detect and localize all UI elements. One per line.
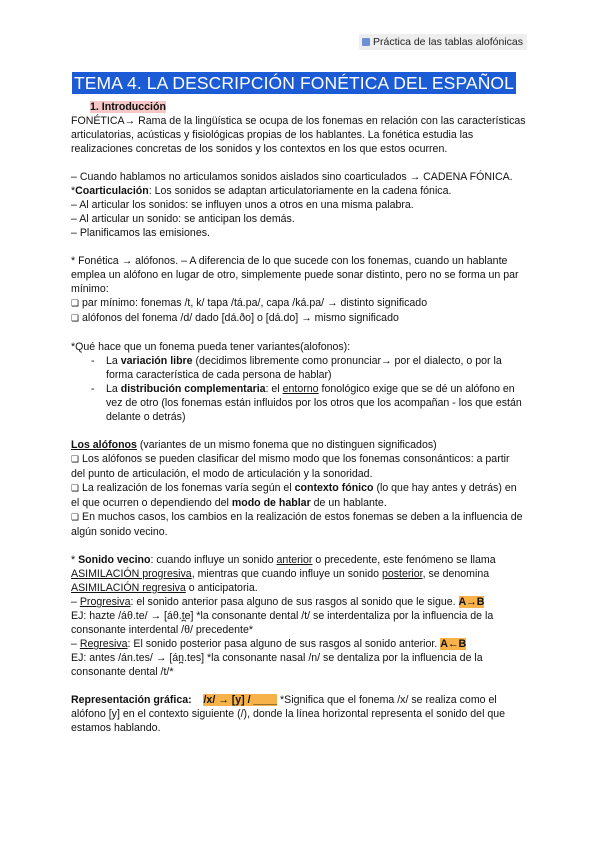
page-tag[interactable] bbox=[359, 34, 527, 50]
checkbox-icon: ❏ bbox=[71, 513, 80, 523]
paragraph-sonido-vecino: * Sonido vecino: cuando influye un sonido anterior o precedente, este fenómeno se llama ASIMILACIÓN progresiva, mientras que cuando influye un sonido posterior, se denomina ASIMILACIÓN regresiva o anticipatoria. bbox=[71, 554, 496, 594]
document-body bbox=[71, 72, 526, 735]
section-heading bbox=[90, 100, 526, 114]
checkbox-item: ❏ par mínimo: fonemas /t, k/ tapa /tá.pa/, capa /ká.pa/ → distinto significado bbox=[71, 297, 428, 309]
regresiva-badge: A←B bbox=[440, 638, 467, 650]
line-anticipan: – Al articular un sonido: se anticipan los demás. bbox=[71, 213, 295, 225]
term-los-alofonos: Los alófonos bbox=[71, 439, 137, 451]
paragraph-alofonos: * Fonética → alófonos. – A diferencia de lo que sucede con los fonemas, cuando un hablante emplea un alófono en lugar de otro, simplemente puede sonar distinto, pero no se forma un par mínimo: bbox=[71, 255, 519, 295]
checkbox-icon: ❏ bbox=[71, 455, 80, 465]
line-regresiva: – Regresiva: El sonido posterior pasa alguno de sus rasgos al sonido anterior. A←B bbox=[71, 638, 467, 650]
list-item: - La distribución complementaria: el entorno fonológico exige que se dé un alófono en vez de otro (los fonemas están influidos por los otros que los acompañan - los que están delante o detrás) bbox=[91, 383, 522, 423]
checkbox-item: ❏ En muchos casos, los cambios en la realización de estos fonemas se deben a la influencia de algún sonido vecino. bbox=[71, 511, 523, 538]
checkbox-item: ❏ Los alófonos se pueden clasificar del mismo modo que los fonemas consonánticos: a partir del punto de articulación, el modo de articulación y la sonoridad. bbox=[71, 453, 510, 480]
page-title: TEMA 4. LA DESCRIPCIÓN FONÉTICA DEL ESPAÑOL bbox=[74, 73, 514, 93]
paragraph-variantes: *Qué hace que un fonema pueda tener variantes(alofonos): bbox=[71, 341, 351, 353]
section-heading-text: 1. Introducción bbox=[90, 101, 166, 113]
checkbox-item: ❏ La realización de los fonemas varía según el contexto fónico (lo que hay antes y detrás) en el que ocurren o dependiendo del modo de hablar de un hablante. bbox=[71, 482, 517, 509]
checkbox-icon: ❏ bbox=[71, 314, 80, 324]
page-icon bbox=[362, 38, 370, 46]
term-coarticulacion: Coarticulación bbox=[75, 185, 149, 197]
progresiva-badge: A→B bbox=[458, 596, 485, 608]
page-tag-label: Práctica de las tablas alofónicas bbox=[373, 36, 523, 48]
checkbox-icon: ❏ bbox=[71, 484, 80, 494]
paragraph-fonetica: FONÉTICA→ Rama de la lingüística se ocupa de los fonemas en relación con las características articulatorias, acústicas y fisiológicas propias de los hablantes. La fonética estudia las realizaciones concretas de los sonidos y los contextos en los que estos ocurren. bbox=[71, 115, 526, 155]
example-progresiva: EJ: hazte /áθ.te/ → [áθ.t̪e] *la consonante dental /t/ se interdentaliza por la influencia de la consonante interdental /θ/ precedente* bbox=[71, 610, 494, 636]
paragraph-representacion: Representación gráfica: /x/ → [y] / ____ *Significa que el fonema /x/ se realiza como el alófono [y] en el contexto siguiente (/), donde la línea horizontal representa el sonido del que estamos hablando. bbox=[71, 694, 506, 734]
line-articular-sonidos: – Al articular los sonidos: se influyen unos a otros en una misma palabra. bbox=[71, 199, 414, 211]
paragraph-cadena: – Cuando hablamos no articulamos sonidos aislados sino coarticulados → CADENA FÓNICA. *Coarticulación: Los sonidos se adaptan articulatoriamente en la cadena fónica. bbox=[71, 171, 513, 197]
paragraph-los-alofonos: Los alófonos (variantes de un mismo fonema que no distinguen significados) bbox=[71, 439, 437, 451]
checkbox-icon: ❏ bbox=[71, 299, 80, 309]
line-planificamos: – Planificamos las emisiones. bbox=[71, 227, 210, 239]
example-regresiva: EJ: antes /án.tes/ → [án̪.tes] *la consonante nasal /n/ se dentaliza por la influencia de la consonante dental /t/* bbox=[71, 652, 483, 678]
formula-highlight: /x/ → [y] / ____ bbox=[203, 694, 278, 706]
checkbox-item: ❏ alófonos del fonema /d/ dado [dá.ðo] o [dá.do] → mismo significado bbox=[71, 312, 399, 324]
line-progresiva: – Progresiva: el sonido anterior pasa alguno de sus rasgos al sonido que le sigue. A→B bbox=[71, 596, 485, 608]
list-item: - La variación libre (decidimos libremente como pronunciar→ por el dialecto, o por la forma característica de cada persona de hablar) bbox=[91, 355, 502, 381]
